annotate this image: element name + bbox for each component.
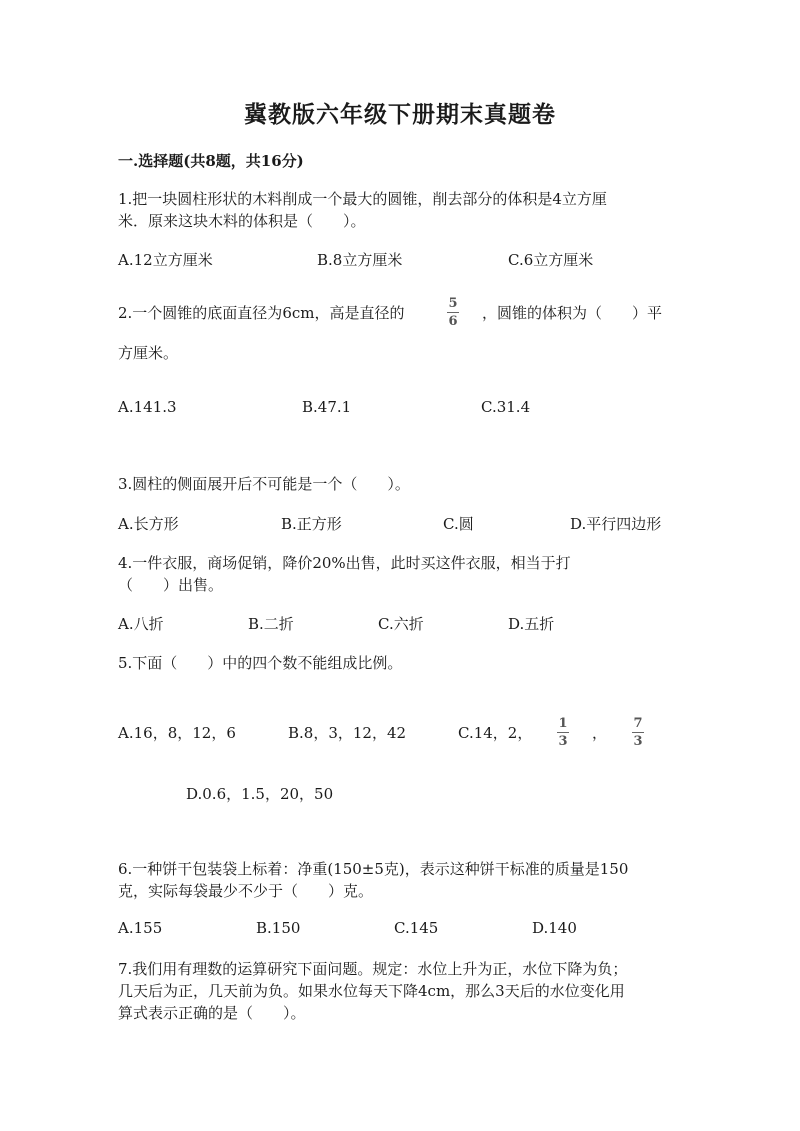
fraction-bar [447,312,459,313]
question-6-line1: 6.一种饼干包装袋上标着：净重(150±5克)，表示这种饼干标准的质量是150 [118,860,629,878]
question-2-fraction [447,297,459,328]
fraction-denominator: 3 [633,734,643,749]
page-title: 冀教版六年级下册期末真题卷 [244,101,556,128]
fraction-bar [632,732,644,733]
section-heading: 一.选择题(共8题，共16分) [118,152,304,170]
question-5-line1: 5.下面（ ）中的四个数不能组成比例。 [118,654,403,672]
question-5-option-c-fraction-1 [557,717,569,748]
question-5-option-b: B.8，3，12，42 [288,724,407,742]
fraction-numerator: 5 [448,296,458,311]
question-5-option-c-separator: ， [592,724,608,742]
question-3-option-c: C.圆 [443,515,474,533]
question-5-option-c-text: C.14，2， [458,724,533,742]
question-3-option-a: A.长方形 [118,515,179,533]
question-4-option-b: B.二折 [248,615,294,633]
question-7-line1: 7.我们用有理数的运算研究下面问题。规定：水位上升为正，水位下降为负； [118,960,628,978]
question-3-line1: 3.圆柱的侧面展开后不可能是一个（ ）。 [118,475,410,493]
question-1-option-a: A.12立方厘米 [118,251,213,269]
question-4-line2: （ ）出售。 [118,576,224,594]
question-4-option-c: C.六折 [378,615,424,633]
question-6-line2: 克，实际每袋最少不少于（ ）克。 [118,882,374,900]
fraction-numerator: 7 [633,716,643,731]
fraction-denominator: 3 [558,734,568,749]
question-1-option-b: B.8立方厘米 [317,251,403,269]
question-6-option-d: D.140 [532,919,577,937]
question-2-option-a: A.141.3 [118,398,177,416]
question-2-line1-post: ，圆锥的体积为（ ）平 [482,304,663,322]
question-6-option-c: C.145 [394,919,439,937]
question-3-option-d: D.平行四边形 [570,515,662,533]
question-1-line2: 米．原来这块木料的体积是（ ）。 [118,212,366,230]
question-2-option-c: C.31.4 [481,398,531,416]
question-5-option-d: D.0.6，1.5，20，50 [186,785,334,803]
fraction-bar [557,732,569,733]
question-1-line1: 1.把一块圆柱形状的木料削成一个最大的圆锥，削去部分的体积是4立方厘 [118,190,607,208]
question-5-option-a: A.16，8，12，6 [118,724,236,742]
fraction-numerator: 1 [558,716,568,731]
question-2-line2: 方厘米。 [118,344,179,362]
question-3-option-b: B.正方形 [281,515,342,533]
question-6-option-a: A.155 [118,919,163,937]
question-4-option-d: D.五折 [508,615,555,633]
question-4-option-a: A.八折 [118,615,164,633]
question-1-option-c: C.6立方厘米 [508,251,594,269]
question-4-line1: 4.一件衣服，商场促销，降价20%出售，此时买这件衣服，相当于打 [118,554,571,572]
question-5-option-c-fraction-2 [632,717,644,748]
question-2-option-b: B.47.1 [302,398,352,416]
question-7-line2: 几天后为正，几天前为负。如果水位每天下降4cm，那么3天后的水位变化用 [118,982,625,1000]
question-2-line1-pre: 2.一个圆锥的底面直径为6cm，高是直径的 [118,304,405,322]
fraction-denominator: 6 [448,314,458,329]
question-6-option-b: B.150 [256,919,301,937]
question-7-line3: 算式表示正确的是（ ）。 [118,1004,306,1022]
